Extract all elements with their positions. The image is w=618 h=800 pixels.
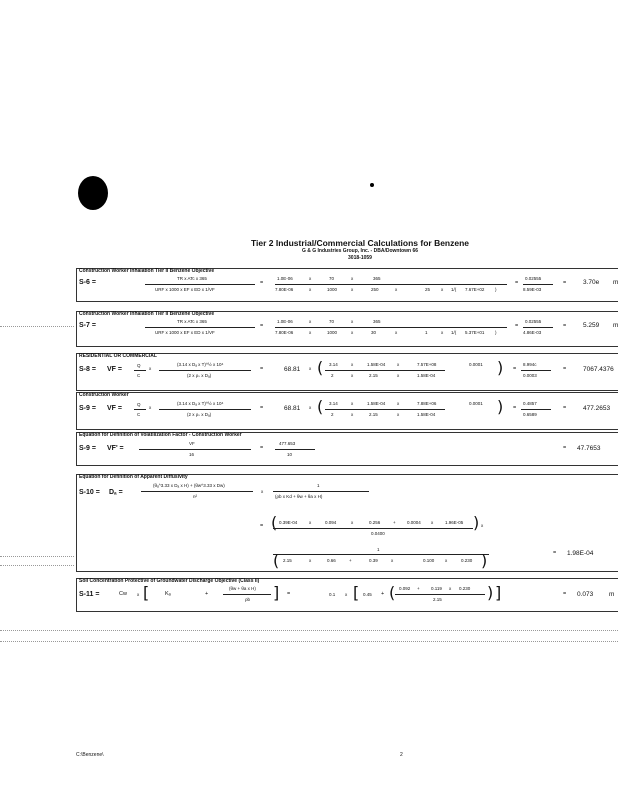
section-s7: Construction Worker Inhalation Tier II Benzene Objective S-7 = TR x ATc x 365 URF x 1000 x EF x ED x 1/VF = 1.0E-06 x 70 x 365 7.80E-06 x 1000 x 30 x 1 x 1/( 5.37E+01 ) = 0.02555 4.86E-03 = 5.259 m — [76, 311, 618, 347]
scan-blob — [78, 176, 108, 210]
fraction-line — [134, 370, 146, 371]
value: 2.15 — [369, 373, 378, 378]
page-title: Tier 2 Industrial/Commercial Calculations for Benzene — [250, 238, 470, 248]
equation-label: S-8 = — [79, 366, 96, 373]
fraction-line — [145, 284, 255, 285]
value: x — [351, 412, 354, 417]
ratio-denominator: 4.86E-03 — [523, 330, 542, 335]
value: 30 — [371, 330, 377, 335]
ratio-denominator: 0.6589 — [523, 412, 537, 417]
equation-label: S-9 = — [79, 405, 96, 412]
value: 3.14 — [329, 401, 338, 406]
value: 0.094 — [325, 520, 337, 525]
section-s11: Equation for Definition of Apparent Diffusivity S-10 = Dₐ = (θₐ^3.33 x Dₐ x H) + (θw^3.33 x Dw) n² x 1 (ρb x Kd + θw + θa x H) = ( 0.39E-04 x 0.094 x 0.256 + 0.0004 x 1.96E-05 ) x 0.0400 1 ( 2.15 x 0.66 + 0.39 x 0.100 x 0.230 ) = 1.98E-04 — [76, 474, 618, 572]
value: x — [445, 558, 448, 563]
section-s10: Equation for Definition of Volatilization Factor - Construction Worker S-9 = VF' = VF 16 = 477.653 10 = 47.7653 — [76, 432, 618, 466]
value: ) — [495, 287, 497, 292]
fraction-line — [145, 327, 255, 328]
section-header: RESIDENTIAL OR COMMERCIAL — [79, 353, 157, 359]
value: x — [351, 362, 354, 367]
value: 1.58E-04 — [417, 412, 436, 417]
value: x — [395, 330, 398, 335]
ratio-numerator: 0.02555 — [525, 319, 542, 324]
value: 0.45 — [363, 592, 372, 597]
value: 0.256 — [369, 520, 381, 525]
vf-label: VF' = — [107, 445, 124, 452]
value: 1.0E-06 — [277, 319, 293, 324]
value: x — [395, 287, 398, 292]
equation-label: S-6 = — [79, 279, 96, 286]
kd-symbol: Kₐ — [165, 591, 171, 597]
fraction-line — [139, 449, 251, 450]
value: 1/( — [451, 287, 457, 292]
fraction-line — [521, 370, 551, 371]
q-symbol: Q — [137, 402, 141, 407]
value: 0.230 — [459, 586, 471, 591]
result-unit: m — [613, 279, 618, 286]
value: 0.100 — [423, 558, 435, 563]
cw-symbol: Cw — [119, 591, 127, 597]
fraction-line — [275, 449, 315, 450]
value: (ρb x Kd + θw + θa x H) — [275, 494, 323, 499]
formula-denominator: n² — [193, 494, 198, 499]
value: x — [351, 401, 354, 406]
section-s12: Soil Concentration Protective of Groundwater Discharge Objective (Class II) S-11 = Cw x [ Kₐ + (θw + θa x H) ρb ] = 0.1 x [ 0.45 + ( 0.092 + 0.119 x 0.230 2.15 ) ] = 0.073 m — [76, 578, 618, 612]
value: x — [351, 319, 354, 324]
formula-denominator: (2 x ρₛ x Dₐ) — [187, 412, 212, 417]
formula-numerator: (3.14 x Dₐ x T)^½ x 10⁴ — [177, 362, 224, 367]
value: x — [309, 276, 312, 281]
value: 1000 — [327, 287, 338, 292]
value: x — [397, 373, 400, 378]
value: 5.37E+01 — [465, 330, 485, 335]
result-unit: m — [613, 322, 618, 329]
value: 2.15 — [433, 597, 442, 602]
fraction-line — [275, 327, 507, 328]
value: 70 — [329, 319, 335, 324]
value: 250 — [371, 287, 379, 292]
equation-label: S-9 = — [79, 445, 96, 452]
value: 1.96E-05 — [445, 520, 464, 525]
scan-noise — [0, 565, 74, 567]
value: x — [309, 520, 312, 525]
formula-denominator: URF x 1000 x EF x ED x 1/VF — [155, 287, 215, 292]
value: 1.58E-04 — [367, 401, 386, 406]
result-value: 477.2653 — [583, 405, 611, 412]
fraction-line — [134, 409, 146, 410]
fraction-line — [273, 554, 489, 555]
fraction-line — [521, 409, 551, 410]
value: x — [309, 330, 312, 335]
formula-denominator: URF x 1000 x EF x ED x 1/VF — [155, 330, 215, 335]
fraction-line — [141, 491, 253, 492]
footer-path: C:\Benzene\ — [76, 752, 104, 758]
ratio-denominator: 8.59E-03 — [523, 287, 542, 292]
value: x — [397, 401, 400, 406]
value: x — [345, 592, 348, 597]
ratio-denominator: 0.0003 — [523, 373, 537, 378]
value: 1 — [317, 483, 320, 488]
section-s6: Construction Worker Inhalation Tier II Benzene Objective S-6 = TR x ATc x 365 URF x 1000 x EF x ED x 1/VF = 1.0E-06 x 70 x 365 7.80E-06 x 1000 x 250 x 25 x 1/( 7.67E+02 ) = 0.02555 8.59E-03 = 3.70e m — [76, 268, 618, 302]
formula-numerator: TR x ATc x 365 — [177, 276, 207, 281]
scan-noise — [0, 641, 618, 643]
fraction-line — [523, 327, 553, 328]
value: x — [309, 319, 312, 324]
fraction-line — [273, 491, 369, 492]
fraction-line — [325, 409, 445, 410]
value: x — [397, 362, 400, 367]
equation-label: S-11 = — [79, 591, 100, 598]
value: 0.39 — [369, 558, 378, 563]
scan-dot — [370, 183, 374, 187]
coefficient: 68.81 — [284, 366, 301, 373]
value: x — [441, 287, 444, 292]
result-value: 0.073 — [577, 591, 594, 598]
ratio-numerator: 0.4857 — [523, 401, 537, 406]
value: 3.14 — [329, 362, 338, 367]
value: 0.0001 — [469, 401, 483, 406]
value: x — [351, 276, 354, 281]
result-value: 47.7653 — [577, 445, 601, 452]
value: 0.230 — [461, 558, 473, 563]
formula-denominator: (2 x ρₛ x Dₐ) — [187, 373, 212, 378]
value: 1.0E-06 — [277, 276, 293, 281]
section-header: Equation for Definition of Apparent Diffusivity — [79, 474, 188, 480]
da-label: Dₐ = — [109, 489, 123, 496]
formula-numerator: TR x ATc x 365 — [177, 319, 207, 324]
value: 365 — [373, 276, 381, 281]
value: 0.092 — [399, 586, 411, 591]
value: 7.57E+08 — [417, 362, 437, 367]
value: 1.58E-04 — [417, 373, 436, 378]
formula-denominator: 16 — [189, 452, 195, 457]
equation-label: S-7 = — [79, 322, 96, 329]
q-symbol: Q — [137, 363, 141, 368]
result-value: 5.259 — [583, 322, 600, 329]
ratio-numerator: 0.02555 — [525, 276, 542, 281]
value: 1 — [425, 330, 428, 335]
value: 25 — [425, 287, 431, 292]
vf-label: VF = — [107, 405, 122, 412]
fraction-line — [159, 370, 251, 371]
value: x — [431, 520, 434, 525]
value: x — [391, 558, 394, 563]
value: 2 — [331, 373, 334, 378]
scan-noise — [0, 630, 618, 632]
formula-numerator: (θₐ^3.33 x Dₐ x H) + (θw^3.33 x Dw) — [153, 483, 225, 488]
doc-number: 3018-1059 — [348, 255, 372, 261]
c-symbol: C — [137, 373, 141, 378]
fraction-line — [273, 528, 473, 529]
value: 2 — [331, 412, 334, 417]
ratio-numerator: 8.994c — [523, 362, 537, 367]
fraction-line — [395, 594, 485, 595]
value: 2.15 — [369, 412, 378, 417]
value: + — [417, 586, 420, 591]
result-value: 3.70e — [583, 279, 600, 286]
value: 7.88E+06 — [417, 401, 437, 406]
value: 1000 — [327, 330, 338, 335]
value: 2.15 — [283, 558, 292, 563]
value: x — [351, 287, 354, 292]
fraction-line — [275, 284, 507, 285]
section-header: Soil Concentration Protective of Groundwater Discharge Objective (Class II) — [79, 578, 260, 584]
value: x — [441, 330, 444, 335]
fraction-line — [325, 370, 445, 371]
value: x — [397, 412, 400, 417]
section-header: Construction Worker Inhalation Tier II Benzene Objective — [79, 311, 215, 317]
value: 0.0004 — [407, 520, 421, 525]
value: x — [351, 330, 354, 335]
value: ) — [495, 330, 497, 335]
value: 0.66 — [327, 558, 336, 563]
value: 1.58E-04 — [367, 362, 386, 367]
value: 70 — [329, 276, 335, 281]
page-subtitle: G & G Industries Group, Inc. - DBA/Downtown 66 — [301, 248, 419, 254]
c-symbol: C — [137, 412, 141, 417]
equation-label: S-10 = — [79, 489, 100, 496]
value: x — [309, 558, 312, 563]
formula-numerator: (3.14 x Dₐ x T)^½ x 10⁴ — [177, 401, 224, 406]
value: 0.39E-04 — [279, 520, 298, 525]
section-header: Equation for Definition of Volatilization Factor - Construction Worker — [79, 432, 242, 438]
value: x — [351, 373, 354, 378]
page-number: 2 — [400, 752, 403, 758]
fraction-line — [523, 284, 553, 285]
value: 477.653 — [279, 441, 296, 446]
fraction-line — [223, 594, 271, 595]
section-header: Construction Worker Inhalation Tier II Benzene Objective — [79, 268, 215, 274]
value: 0.0001 — [469, 362, 483, 367]
formula-numerator: VF — [189, 441, 195, 446]
value: x — [351, 520, 354, 525]
section-header: Construction Worker — [79, 392, 129, 398]
scan-noise — [0, 556, 74, 558]
result-value: 1.98E-04 — [567, 550, 594, 557]
value: x — [309, 287, 312, 292]
value: x — [449, 586, 452, 591]
value: + — [349, 558, 352, 563]
fraction-line — [159, 409, 251, 410]
value: 0.0400 — [371, 531, 385, 536]
formula-numerator: (θw + θa x H) — [229, 586, 256, 591]
value: 10 — [287, 452, 293, 457]
formula-denominator: ρb — [245, 597, 251, 602]
section-s9: Construction Worker S-9 = VF = Q C x (3.14 x Dₐ x T)^½ x 10⁴ (2 x ρₛ x Dₐ) = 68.81 x ( 3.14 x 1.58E-04 x 7.88E+06 0.0001 2 x 2.15 x 1.58E-04 ) = 0.4857 0.6589 = 477.2653 — [76, 392, 618, 430]
value: 0.1 — [329, 592, 336, 597]
value: 365 — [373, 319, 381, 324]
value: 7.67E+02 — [465, 287, 485, 292]
value: 7.80E-06 — [275, 330, 294, 335]
vf-label: VF = — [107, 366, 122, 373]
value: 0.119 — [431, 586, 442, 591]
value: 7.80E-06 — [275, 287, 294, 292]
result-unit: m — [609, 591, 615, 598]
value: 1/( — [451, 330, 457, 335]
coefficient: 68.81 — [284, 405, 301, 412]
result-value: 7067.4376 — [583, 366, 614, 373]
section-s8: RESIDENTIAL OR COMMERCIAL S-8 = VF = Q C x (3.14 x Dₐ x T)^½ x 10⁴ (2 x ρₛ x Dₐ) = 68.81 x ( 3.14 x 1.58E-04 x 7.57E+08 0.0001 2 x 2.15 x 1.58E-04 ) = 8.994c 0.0003 = 7067.4376 — [76, 353, 618, 391]
scan-noise — [0, 326, 74, 328]
value: + — [393, 520, 396, 525]
